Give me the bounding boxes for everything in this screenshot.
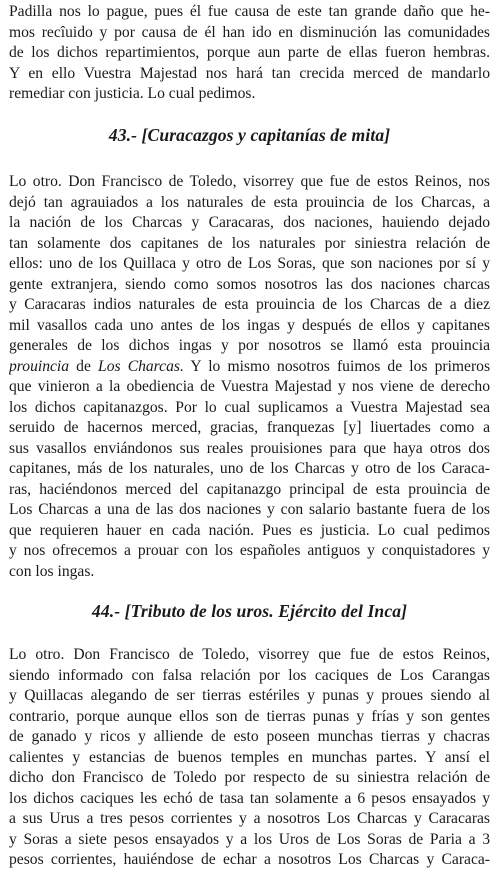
text-line: gente extranjera, siendo como somos nosotros las dos naciones charcas [9, 275, 490, 293]
text-line: tan solamente dos capitanes de los naturales por siniestra relación de [9, 234, 490, 252]
text-fragment: Y lo mismo nosotros fuimos de los primeros [183, 357, 490, 375]
text-line: Lo otro. Don Francisco de Toledo, visorrey que fue de estos Reinos, [9, 646, 490, 663]
text-line: mil vasallos cada uno antes de los ingas y después de ellos y capitanes [9, 316, 490, 334]
italic-term: prouincia [9, 357, 70, 375]
text-line: a sus Urus a tres pesos corrientes y a nosotros Los Charcas y Caracaras [9, 810, 490, 827]
text-line: siendo informado con falsa relación por los caciques de Los Carangas [9, 666, 490, 684]
text-line: remediar con justicia. Lo cual pedimos. [9, 85, 256, 102]
paragraph-section-43 [9, 172, 490, 582]
section-heading-44: 44.- [Tributo de los uros. Ejército del Inca] [91, 601, 408, 621]
text-line: calientes y estancias de buenos temples en munchas partes. Y ansí el [9, 748, 490, 766]
text-line: la nación de los Charcas y Caracaras, dos naciones, hauiendo dejado [9, 214, 490, 231]
text-line: que requieren hauer en cada nación. Pues es justicia. Lo cual pedimos [9, 521, 490, 539]
text-line: contrario, porque aunque ellos son de tierras punas y frías y son gentes [9, 707, 490, 725]
text-line: Lo otro. Don Francisco de Toledo, visorrey que fue de estos Reinos, nos [9, 173, 490, 190]
text-line: Padilla nos lo pague, pues él fue causa de este tan grande daño que he- [9, 3, 490, 20]
text-line: seruido de hacernos merced, gracias, franquezas [y] liuertades como a [9, 419, 490, 436]
text-fragment: de [69, 357, 99, 375]
text-line: los dichos caciques les echó de tasa tan solamente a 6 pesos ensayados y [9, 789, 490, 807]
text-line: dejó tan agrauiados a los naturales de esta prouincia de los Charcas, a [9, 193, 490, 211]
text-line: pesos corrientes, hauiéndose de echar a nosotros Los Charcas y Caraca- [9, 851, 490, 868]
text-line: Y en ello Vuestra Majestad nos hará tan crecida merced de mandarlo [9, 64, 490, 82]
text-line-italic-names [9, 357, 490, 378]
text-line: generales de los dichos ingas y por nosotros se llamó esta prouincia [9, 337, 490, 354]
paragraph-intro [9, 2, 490, 105]
text-line: y nos ofrecemos a prouar con los españoles antiguos y conquistadores y [9, 542, 490, 559]
text-line: ras, haciéndonos merced del capitanazgo principal de esta prouincia de [9, 480, 490, 498]
text-line: y Quillacas alegando de ser tierras estériles y punas y proues siendo al [9, 687, 490, 704]
text-line: de los dichos repartimientos, porque aun parte de ellas fueron hembras. [9, 44, 490, 61]
paragraph-section-44 [9, 645, 490, 871]
text-line: de ganado y ricos y alliende de esto poseen munchas tierras y chacras [9, 728, 490, 745]
text-line: sus vasallos enviándonos sus reales prouisiones para que haya otros dos [9, 439, 490, 457]
text-line: Los Charcas a una de las dos naciones y con salario bastante fuera de los [9, 501, 490, 518]
text-line: ellos: uno de los Quillaca y otro de Los Soras, que son naciones por sí y [9, 255, 490, 272]
text-line: los dichos capitanazgos. Por lo cual suplicamos a Vuestra Majestad sea [9, 398, 490, 416]
text-line: que vinieron a la obediencia de Vuestra Majestad y nos viene de derecho [9, 378, 490, 395]
text-line: dicho don Francisco de Toledo por respecto de su siniestra relación de [9, 769, 490, 786]
italic-term: Los Charcas. [98, 357, 184, 375]
text-line: y Caracaras indios naturales de esta prouincia de los Charcas de a diez [9, 296, 490, 313]
text-line: y Soras a siete pesos ensayados y a los Uros de Los Soras de Paria a 3 [9, 830, 490, 848]
text-line: mos recîuido y por causa de él han ido en disminución las comunidades [9, 23, 490, 41]
section-heading-43: 43.- [Curacazgos y capitanías de mita] [108, 125, 391, 145]
text-line: con los ingas. [9, 562, 95, 580]
text-line: capitanes, más de los naturales, uno de los Charcas y otro de los Caraca- [9, 460, 490, 477]
